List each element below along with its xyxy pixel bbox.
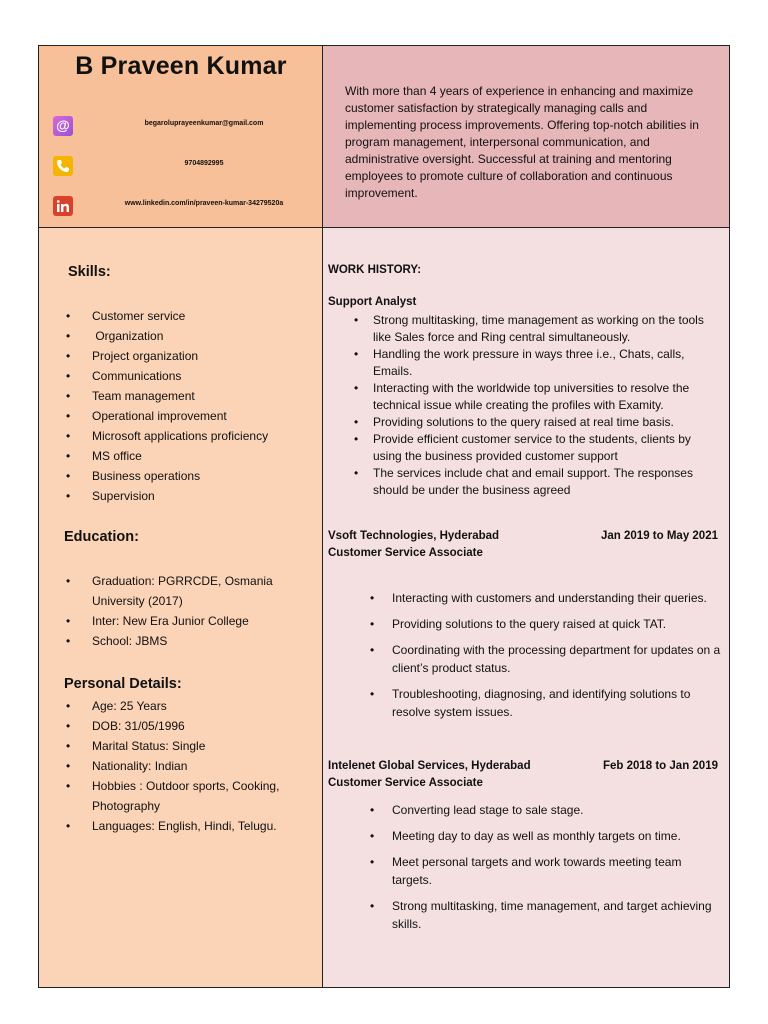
list-item: • Organization bbox=[66, 326, 318, 346]
education-heading: Education: bbox=[64, 529, 139, 545]
list-item: • Provide efficient customer service to the students, clients by using the business provided customer support bbox=[328, 431, 722, 465]
list-item: • Coordinating with the processing department for updates on a client’s product status. bbox=[328, 641, 724, 677]
job3-dates: Feb 2018 to Jan 2019 bbox=[602, 760, 718, 772]
list-item: • Troubleshooting, diagnosing, and identifying solutions to resolve system issues. bbox=[328, 685, 724, 721]
email-text[interactable]: begaroluprayeenkumar@gmail.com bbox=[144, 120, 264, 127]
list-item: • DOB: 31/05/1996 bbox=[66, 716, 288, 736]
list-item: • Handling the work pressure in ways three i.e., Chats, calls, Emails. bbox=[328, 346, 722, 380]
job1-duties bbox=[328, 312, 722, 499]
list-item: • School: JBMS bbox=[66, 631, 286, 651]
job3-role: Customer Service Associate bbox=[328, 777, 483, 789]
phone-row bbox=[53, 156, 315, 176]
list-item: • Strong multitasking, time management as working on the tools like Sales force and Ring central simultaneously. bbox=[328, 312, 722, 346]
header-contact-panel bbox=[39, 46, 323, 228]
email-row bbox=[53, 116, 315, 136]
list-item: • Marital Status: Single bbox=[66, 736, 288, 756]
phone-text[interactable]: 9704892995 bbox=[184, 160, 224, 167]
list-item: • Inter: New Era Junior College bbox=[66, 611, 286, 631]
list-item: • Languages: English, Hindi, Telugu. bbox=[66, 816, 288, 836]
job2-duties bbox=[328, 589, 724, 729]
list-item: • Age: 25 Years bbox=[66, 696, 288, 716]
list-item: • Meeting day to day as well as monthly targets on time. bbox=[328, 827, 724, 845]
job3-header bbox=[328, 758, 724, 792]
list-item: • Interacting with the worldwide top universities to resolve the technical issue while creating the profiles with Examity. bbox=[328, 380, 722, 414]
list-item: • Project organization bbox=[66, 346, 318, 366]
education-list bbox=[66, 571, 286, 651]
list-item: • Customer service bbox=[66, 306, 318, 326]
list-item: • Graduation: PGRRCDE, Osmania University (2017) bbox=[66, 571, 286, 611]
job2-dates: Jan 2019 to May 2021 bbox=[601, 530, 718, 542]
list-item: • Interacting with customers and understanding their queries. bbox=[328, 589, 724, 607]
summary-panel bbox=[323, 46, 729, 228]
linkedin-icon bbox=[53, 196, 73, 216]
phone-icon bbox=[53, 156, 73, 176]
list-item: • The services include chat and email support. The responses should be under the business agreed bbox=[328, 465, 722, 499]
job1-role: Support Analyst bbox=[328, 296, 417, 308]
job2-header bbox=[328, 528, 724, 562]
list-item: • Meet personal targets and work towards meeting team targets. bbox=[328, 853, 724, 889]
work-history-heading: WORK HISTORY: bbox=[328, 264, 422, 276]
skills-heading: Skills: bbox=[68, 264, 111, 280]
email-icon: @ bbox=[53, 116, 73, 136]
personal-details-list bbox=[66, 696, 288, 836]
job3-company: Intelenet Global Services, Hyderabad bbox=[328, 760, 531, 772]
personal-details-heading: Personal Details: bbox=[64, 676, 182, 692]
job3-duties bbox=[328, 801, 724, 941]
list-item: • Converting lead stage to sale stage. bbox=[328, 801, 724, 819]
list-item: • Microsoft applications proficiency bbox=[66, 426, 318, 446]
list-item: • Communications bbox=[66, 366, 318, 386]
list-item: • Team management bbox=[66, 386, 318, 406]
list-item: • Business operations bbox=[66, 466, 318, 486]
list-item: • Providing solutions to the query raised at real time basis. bbox=[328, 414, 722, 431]
skills-list bbox=[66, 306, 318, 506]
job2-role: Customer Service Associate bbox=[328, 547, 483, 559]
list-item: • MS office bbox=[66, 446, 318, 466]
list-item: • Supervision bbox=[66, 486, 318, 506]
professional-summary: With more than 4 years of experience in enhancing and maximize customer satisfaction by strategically managing calls and implementing process improvements. Offering top-notch abilities in program management, interpersonal communication, and administrative oversight. Successful at training and mentoring employees to promote culture of collaboration and continuous improvement. bbox=[345, 84, 699, 200]
linkedin-row bbox=[53, 196, 315, 216]
candidate-name: B Praveen Kumar bbox=[75, 52, 287, 80]
list-item: • Providing solutions to the query raised at quick TAT. bbox=[328, 615, 724, 633]
list-item: • Operational improvement bbox=[66, 406, 318, 426]
list-item: • Nationality: Indian bbox=[66, 756, 288, 776]
list-item: • Strong multitasking, time management, and target achieving skills. bbox=[328, 897, 724, 933]
linkedin-text[interactable]: www.linkedin.com/in/praveen-kumar-34279520a bbox=[124, 200, 284, 207]
list-item: • Hobbies : Outdoor sports, Cooking, Photography bbox=[66, 776, 288, 816]
job2-company: Vsoft Technologies, Hyderabad bbox=[328, 530, 500, 542]
